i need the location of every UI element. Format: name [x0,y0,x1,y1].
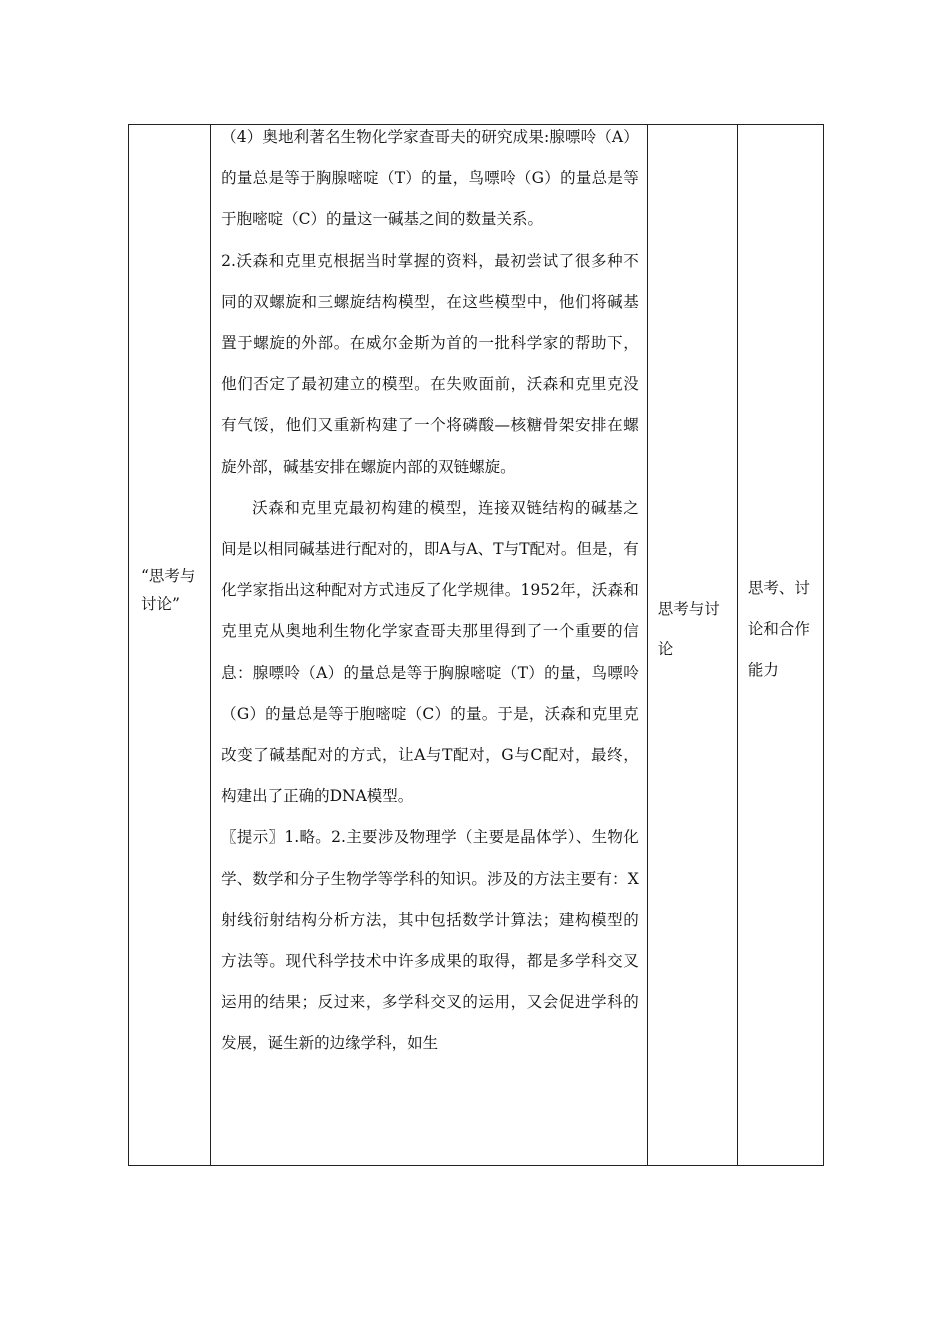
content-paragraph-4: 〖提示〗1.略。2.主要涉及物理学（主要是晶体学）、生物化学、数学和分子生物学等学科的知识。涉及的方法主要有：X射线衍射结构分析方法，其中包括数学计算法；建构模型的方法等。现代科学技术中许多成果的取得，都是多学科交叉运用的结果；反过来，多学科交叉的运用，又会促进学科的发展，诞生新的边缘学科，如生 [221,828,639,1053]
content-paragraph-3: 沃森和克里克最初构建的模型，连接双链结构的碱基之间是以相同碱基进行配对的，即A与A、T与T配对。但是，有化学家指出这种配对方式违反了化学规律。1952年，沃森和克里克从奥地利生物化学家查哥夫那里得到了一个重要的信息：腺嘌呤（A）的量总是等于胸腺嘧啶（T）的量，鸟嘌呤（G）的量总是等于胞嘧啶（C）的量。于是，沃森和克里克改变了碱基配对的方式，让A与T配对，G与C配对，最终，构建出了正确的DNA模型。 [221,498,639,806]
content-paragraph-2: 2.沃森和克里克根据当时掌握的资料，最初尝试了很多种不同的双螺旋和三螺旋结构模型，在这些模型中，他们将碱基置于螺旋的外部。在威尔金斯为首的一批科学家的帮助下，他们否定了最初建立的模型。在失败面前，沃森和克里克没有气馁，他们又重新构建了一个将磷酸—核糖骨架安排在螺旋外部，碱基安排在螺旋内部的双链螺旋。 [221,251,639,476]
table-row [129,125,824,1166]
ability-text: 思考、讨论和合作能力 [747,578,810,679]
activity-text: 思考与讨论 [657,600,720,658]
activity-cell [647,125,737,1166]
lesson-plan-table [128,124,824,1166]
section-label: “思考与讨论” [141,567,196,613]
content-paragraph-1: （4）奥地利著名生物化学家查哥夫的研究成果:腺嘌呤（A）的量总是等于胸腺嘧啶（T）的量，鸟嘌呤（G）的量总是等于胞嘧啶（C）的量这一碱基之间的数量关系。 [221,128,639,229]
content-cell [211,125,648,1166]
section-label-cell [129,125,211,1166]
ability-cell [737,125,823,1166]
